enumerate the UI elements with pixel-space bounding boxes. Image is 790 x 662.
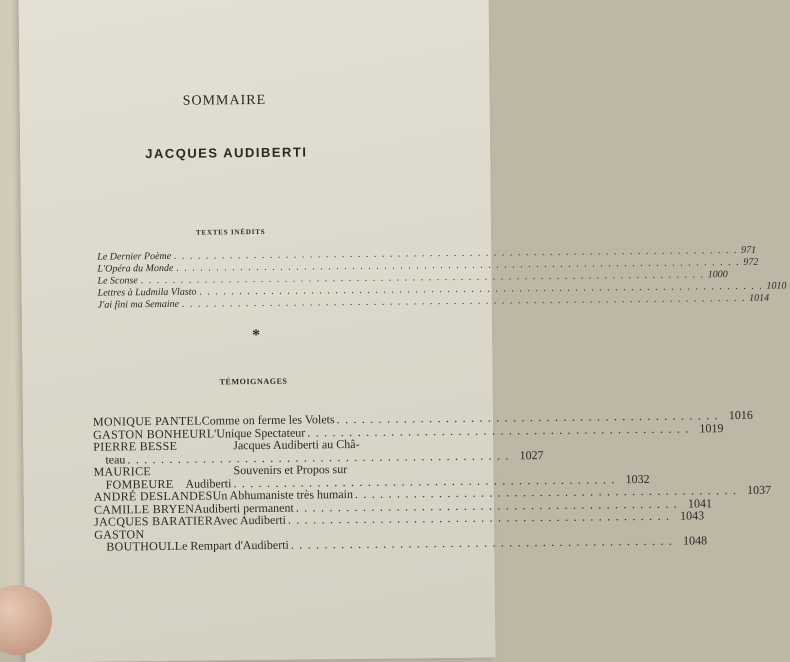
item-title: L'Opéra du Monde (97, 263, 173, 276)
page-number: 1048 (675, 534, 707, 547)
dot-leader (288, 510, 670, 527)
contributor-name: FOMBEURE (94, 477, 174, 490)
contributor-name: CAMILLE BRYEN (94, 502, 194, 516)
separator-asterisk: * (252, 327, 260, 345)
page-number: 1000 (708, 269, 728, 281)
page-number: 1016 (721, 409, 753, 422)
section-title-inedits: TEXTES INÉDITS (196, 228, 265, 237)
entry-title: Souvenirs et Propos sur (233, 463, 347, 477)
contributor-name: MAURICE (93, 464, 233, 478)
page-number: 972 (743, 257, 758, 269)
entry-title: Comme on ferme les Volets (202, 413, 335, 427)
page-number: 971 (741, 245, 756, 257)
list-item (98, 296, 424, 311)
entry-title: Audiberti (185, 477, 231, 490)
page-heading: SOMMAIRE (183, 93, 267, 110)
author-title: JACQUES AUDIBERTI (145, 144, 307, 161)
item-title: Lettres à Ludmila Vlasto (98, 287, 197, 300)
entry-title: Avec Audiberti (213, 514, 286, 527)
entry-title: Jacques Audiberti au Châ- (233, 438, 359, 452)
entry-title: Audiberti permanent (194, 501, 294, 515)
contributor-name: MONIQUE PANTEL (93, 415, 202, 429)
dot-leader (291, 535, 673, 552)
contributor-name: JACQUES BARATIER (94, 514, 213, 528)
page-number: 1043 (672, 509, 704, 522)
entry-title: teau (105, 453, 125, 466)
item-title: Le Dernier Poème (97, 251, 171, 264)
contributor-name: ANDRÉ DESLANDES (94, 489, 213, 503)
item-title: J'ai fini ma Semaine (98, 299, 179, 312)
inedits-list (97, 248, 424, 311)
page-number: 1037 (739, 484, 771, 497)
entry-title: Un Abhumaniste très humain (213, 488, 353, 502)
page-number: 1019 (691, 422, 723, 435)
page-number: 1014 (749, 293, 769, 305)
page-number: 1032 (618, 472, 650, 485)
dot-leader (307, 422, 689, 439)
temoignages-list (93, 412, 444, 553)
page-number: 1041 (680, 497, 712, 510)
page-number: 1010 (766, 280, 786, 292)
section-title-temoignages: TÉMOIGNAGES (220, 377, 288, 387)
book-page (19, 0, 496, 662)
item-title: Le Sconse (97, 275, 137, 287)
entry-title: Le Rempart d'Audiberti (175, 539, 289, 553)
table-row (94, 537, 444, 553)
contributor-name: BOUTHOUL (94, 540, 175, 553)
contributor-name: GASTON BONHEUR (93, 427, 207, 441)
contributor-name: GASTON (94, 527, 234, 541)
contributor-name: PIERRE BESSE (93, 439, 233, 453)
entry-title: L'Unique Spectateur (207, 426, 306, 440)
page-number: 1027 (512, 449, 544, 462)
